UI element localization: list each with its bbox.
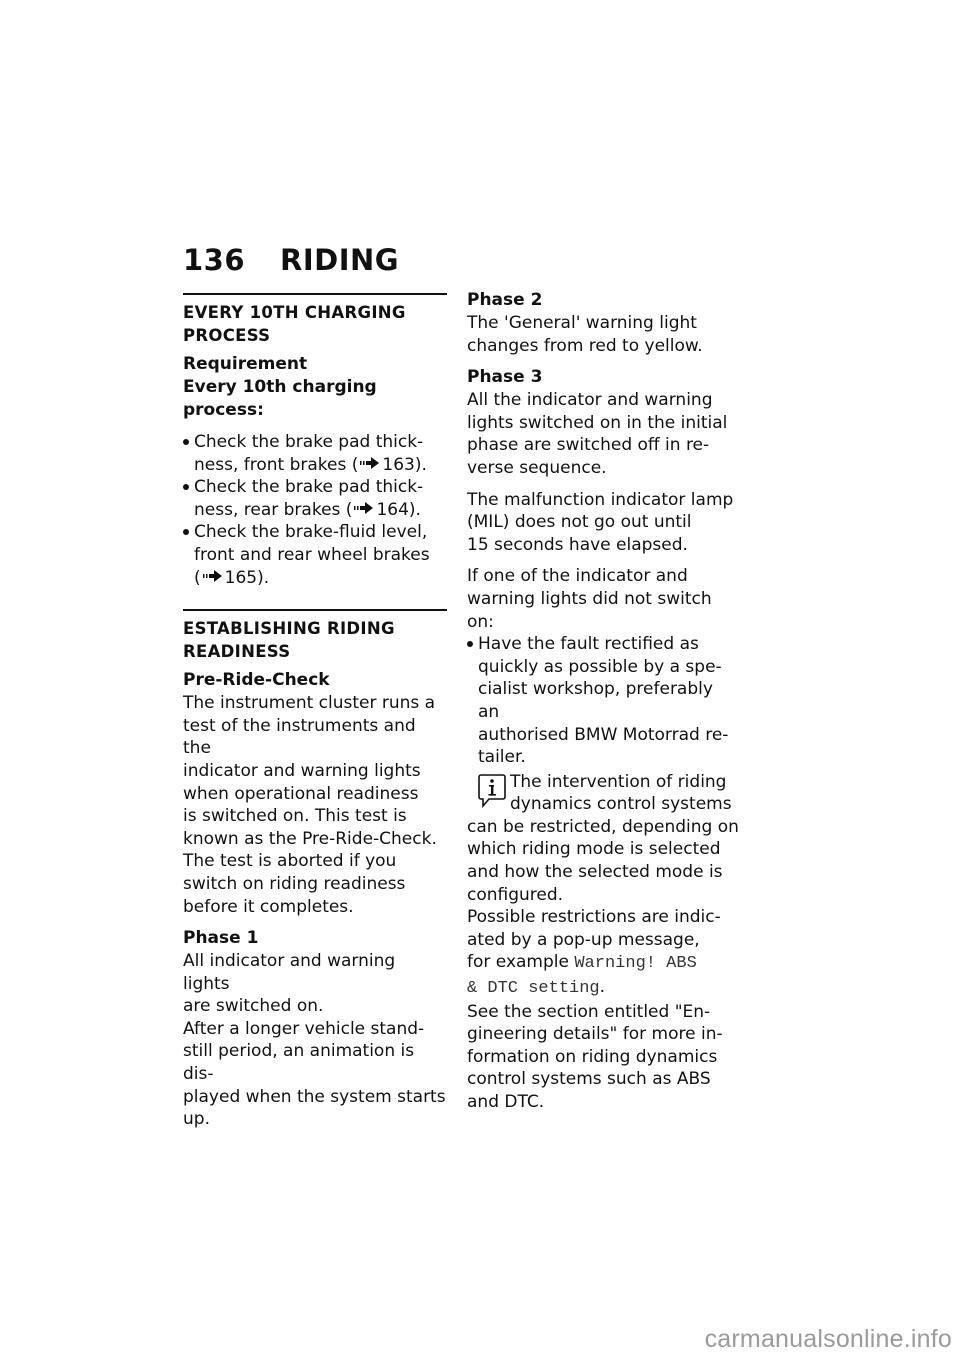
list-item-text: Check the brake pad thick- <box>194 477 424 498</box>
list-item-text: Check the brake-fluid level, <box>194 522 428 543</box>
maintenance-list <box>183 431 447 589</box>
text-line: The test is aborted if you <box>183 851 397 872</box>
text-line: known as the Pre-Ride-Check. <box>183 828 437 849</box>
list-item <box>467 633 739 769</box>
text-line: changes from red to yellow. <box>467 335 703 356</box>
list-item-text: ness, rear brakes ( <box>194 499 353 520</box>
mil-paragraph <box>467 489 739 557</box>
failure-action-list <box>467 633 739 769</box>
text-line: cialist workshop, preferably an <box>478 679 713 722</box>
text-line: phase are switched off in re- <box>467 435 710 456</box>
text-line: After a longer vehicle stand- <box>183 1018 425 1039</box>
note-text <box>467 771 739 1114</box>
text-line: are switched on. <box>183 996 324 1017</box>
info-note <box>467 771 739 1114</box>
subhead-phase-1: Phase 1 <box>183 928 259 949</box>
text-line: ated by a pop-up message, <box>467 929 700 950</box>
text-line: lights switched on in the initial <box>467 412 728 433</box>
text-line: before it completes. <box>183 896 354 917</box>
text-line: dynamics control systems <box>510 794 732 815</box>
section-divider <box>183 293 447 295</box>
subhead-phase-2: Phase 2 <box>467 290 543 310</box>
section-title-line: EVERY 10TH CHARGING <box>183 303 406 322</box>
text-line: is switched on. This test is <box>183 806 407 827</box>
subhead-every-10th: Every 10th charging process: <box>183 377 377 420</box>
text-line: and DTC. <box>467 1092 545 1112</box>
text-line: authorised BMW Motorrad re- <box>478 724 729 745</box>
subhead-pre-ride-check: Pre-Ride-Check <box>183 670 330 691</box>
page-reference-link[interactable]: 163). <box>382 454 427 475</box>
text-line: indicator and warning lights <box>183 760 421 781</box>
text-line: The instrument cluster runs a <box>183 693 436 714</box>
section-title-readiness <box>183 617 447 663</box>
left-column <box>183 293 447 1140</box>
pre-ride-check-paragraph <box>183 692 447 918</box>
display-message-text: & DTC setting <box>467 979 600 999</box>
text-line: The malfunction indicator lamp <box>467 489 734 510</box>
page-reference-arrow-icon <box>354 502 374 514</box>
text-line: warning lights did not switch <box>467 588 712 609</box>
list-item-text: ness, front brakes ( <box>194 454 359 475</box>
text-line: still period, an animation is dis- <box>183 1041 415 1085</box>
list-item-text: ( <box>194 567 201 588</box>
display-message-text: Warning! ABS <box>574 954 697 974</box>
section-title-line: PROCESS <box>183 326 271 345</box>
phase-1-paragraph <box>183 950 447 1131</box>
text-line: formation on riding dynamics <box>467 1046 718 1067</box>
text-line: played when the system starts <box>183 1086 446 1107</box>
subhead-requirement: Requirement <box>183 354 308 374</box>
text-line: The 'General' warning light <box>467 313 697 333</box>
text-line: which riding mode is selected <box>467 839 721 860</box>
text-line: can be restricted, depending on <box>467 816 739 837</box>
right-column <box>467 289 739 1114</box>
phase-2-paragraph <box>467 312 739 357</box>
text-line: for example <box>467 952 575 973</box>
text-line: The intervention of riding <box>510 771 727 792</box>
page-reference-arrow-icon <box>203 570 223 582</box>
text-line: switch on riding readiness <box>183 873 406 894</box>
section-title-line: READINESS <box>183 642 291 662</box>
text-line: All the indicator and warning <box>467 390 713 411</box>
chapter-title: RIDING <box>280 243 400 277</box>
page-header <box>183 240 399 280</box>
info-icon <box>477 773 507 809</box>
text-line: tailer. <box>478 747 526 768</box>
page-number: 136 <box>183 243 246 277</box>
text-line: 15 seconds have elapsed. <box>467 534 688 555</box>
page-reference-arrow-icon <box>360 457 380 469</box>
punctuation: . <box>599 977 606 998</box>
subhead-phase-3: Phase 3 <box>467 367 543 388</box>
text-line: when operational readiness <box>183 783 419 804</box>
list-item-text: front and rear wheel brakes <box>194 544 430 565</box>
text-line: test of the instruments and the <box>183 715 416 759</box>
watermark: carmanualsonline.info <box>704 1325 952 1353</box>
list-item <box>183 431 447 476</box>
section-title-charging <box>183 301 447 347</box>
list-item <box>183 476 447 521</box>
text-line: up. <box>183 1109 210 1130</box>
text-line: See the section entitled "En- <box>467 1001 711 1022</box>
text-line: on: <box>467 611 494 632</box>
failure-paragraph <box>467 565 739 633</box>
text-line: (MIL) does not go out until <box>467 512 692 533</box>
phase-3-paragraph <box>467 389 739 479</box>
list-item <box>183 521 447 589</box>
page-reference-link[interactable]: 165). <box>224 567 270 588</box>
text-line: Have the fault rectified as <box>478 634 699 655</box>
text-line: verse sequence. <box>467 457 607 478</box>
text-line: If one of the indicator and <box>467 566 688 587</box>
text-line: and how the selected mode is <box>467 862 723 883</box>
text-line: gineering details" for more in- <box>467 1024 723 1045</box>
section-title-line: ESTABLISHING RIDING <box>183 619 395 639</box>
text-line: configured. <box>467 884 564 905</box>
text-line: control systems such as ABS <box>467 1069 711 1090</box>
page-reference-link[interactable]: 164). <box>376 499 421 520</box>
text-line: quickly as possible by a spe- <box>478 656 722 677</box>
text-line: Possible restrictions are indic- <box>467 907 721 928</box>
text-line: All indicator and warning lights <box>183 951 396 994</box>
section-divider <box>183 609 447 611</box>
list-item-text: Check the brake pad thick- <box>194 432 424 452</box>
